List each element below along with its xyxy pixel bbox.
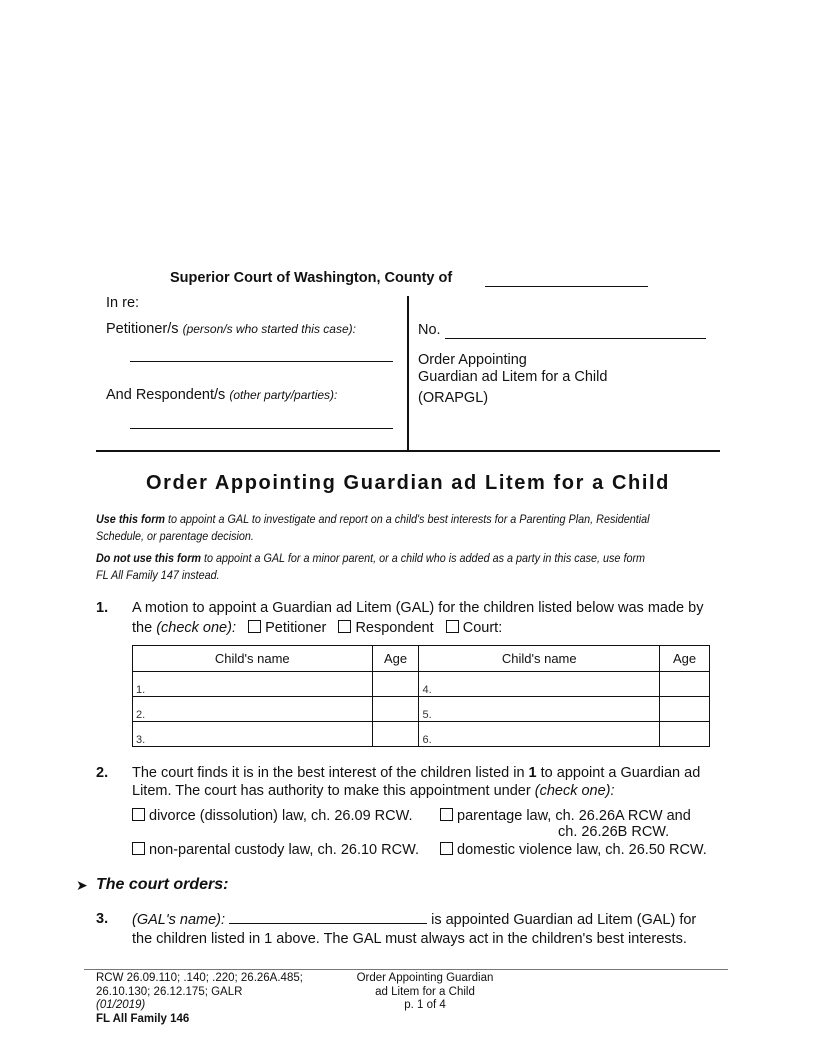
footer-left: RCW 26.09.110; .140; .220; 26.26A.485; 26.10.130; 26.12.175; GALR (01/2019) FL All Family 146 xyxy=(96,972,303,1025)
s1-options: the (check one): Petitioner Respondent Court: xyxy=(132,620,503,636)
table-row xyxy=(133,722,710,747)
case-no-label: No. xyxy=(418,322,441,338)
s2-text: The court finds it is in the best interest of the children listed in 1 to appoint a Guardian ad xyxy=(132,765,701,781)
s3-text-cont: the children listed in 1 above. The GAL must always act in the children's best interests. xyxy=(132,931,687,947)
doc-title-line: Order Appointing xyxy=(418,352,527,368)
doc-code: (ORAPGL) xyxy=(418,390,489,406)
respondent-label: And Respondent/s (other party/parties): xyxy=(106,387,338,403)
court-heading: Superior Court of Washington, County of xyxy=(170,270,453,286)
col-header: Age xyxy=(372,646,419,672)
table-row xyxy=(133,672,710,697)
children-table xyxy=(132,645,710,747)
s2-text-cont: Litem. The court has authority to make this appointment under (check one): xyxy=(132,783,615,799)
age-cell[interactable] xyxy=(372,697,419,722)
col-header: Age xyxy=(660,646,710,672)
county-field[interactable] xyxy=(485,286,648,287)
in-re: In re: xyxy=(106,295,140,311)
checkbox-nonparental[interactable]: non-parental custody law, ch. 26.10 RCW. xyxy=(132,842,419,858)
instruction-use-cont: Schedule, or parentage decision. xyxy=(96,529,254,543)
respondent-field[interactable] xyxy=(130,428,393,429)
instruction-dont-cont: FL All Family 147 instead. xyxy=(96,568,220,582)
section-number: 3. xyxy=(96,911,109,927)
case-no-field[interactable] xyxy=(445,338,706,339)
petitioner-field[interactable] xyxy=(130,361,393,362)
age-cell[interactable] xyxy=(660,722,710,747)
age-cell[interactable] xyxy=(372,672,419,697)
checkbox-divorce[interactable]: divorce (dissolution) law, ch. 26.09 RCW. xyxy=(132,808,413,824)
page-title: Order Appointing Guardian ad Litem for a Child xyxy=(146,472,670,494)
section-number: 1. xyxy=(96,600,109,616)
orders-heading: The court orders: xyxy=(96,876,229,893)
checkbox-petitioner[interactable]: Petitioner xyxy=(248,620,326,636)
footer-rule xyxy=(84,969,728,970)
gal-name-field[interactable] xyxy=(229,911,427,924)
child-name-cell[interactable]: 5. xyxy=(419,697,660,722)
child-name-cell[interactable]: 2. xyxy=(133,697,373,722)
caption-rule xyxy=(96,450,720,452)
parentage-cont: ch. 26.26B RCW. xyxy=(558,824,670,840)
col-header: Child's name xyxy=(133,646,373,672)
s3-text: (GAL's name): is appointed Guardian ad Litem (GAL) for xyxy=(132,912,697,928)
child-name-cell[interactable]: 6. xyxy=(419,722,660,747)
checkbox-dv[interactable]: domestic violence law, ch. 26.50 RCW. xyxy=(440,842,707,858)
age-cell[interactable] xyxy=(660,697,710,722)
instruction-dont: Do not use this form to appoint a GAL for a minor parent, or a child who is added as a party in this case, use form xyxy=(96,551,646,565)
caption-divider xyxy=(407,296,409,451)
instruction-use: Use this form to appoint a GAL to investigate and report on a child's best interests for a Parenting Plan, Residential xyxy=(96,512,650,526)
checkbox-court[interactable]: Court: xyxy=(446,620,503,636)
table-row xyxy=(133,697,710,722)
child-name-cell[interactable]: 1. xyxy=(133,672,373,697)
doc-title-line: Guardian ad Litem for a Child xyxy=(418,369,608,385)
s1-text: A motion to appoint a Guardian ad Litem (GAL) for the children listed below was made by xyxy=(132,600,704,616)
age-cell[interactable] xyxy=(372,722,419,747)
checkbox-respondent[interactable]: Respondent xyxy=(338,620,433,636)
arrow-bullet-icon: ➤ xyxy=(76,877,88,893)
petitioner-label: Petitioner/s (person/s who started this case): xyxy=(106,321,356,337)
age-cell[interactable] xyxy=(660,672,710,697)
footer-center: Order Appointing Guardian ad Litem for a Child p. 1 of 4 xyxy=(356,972,494,1011)
section-number: 2. xyxy=(96,765,109,781)
checkbox-parentage[interactable]: parentage law, ch. 26.26A RCW and xyxy=(440,808,691,824)
child-name-cell[interactable]: 3. xyxy=(133,722,373,747)
col-header: Child's name xyxy=(419,646,660,672)
child-name-cell[interactable]: 4. xyxy=(419,672,660,697)
